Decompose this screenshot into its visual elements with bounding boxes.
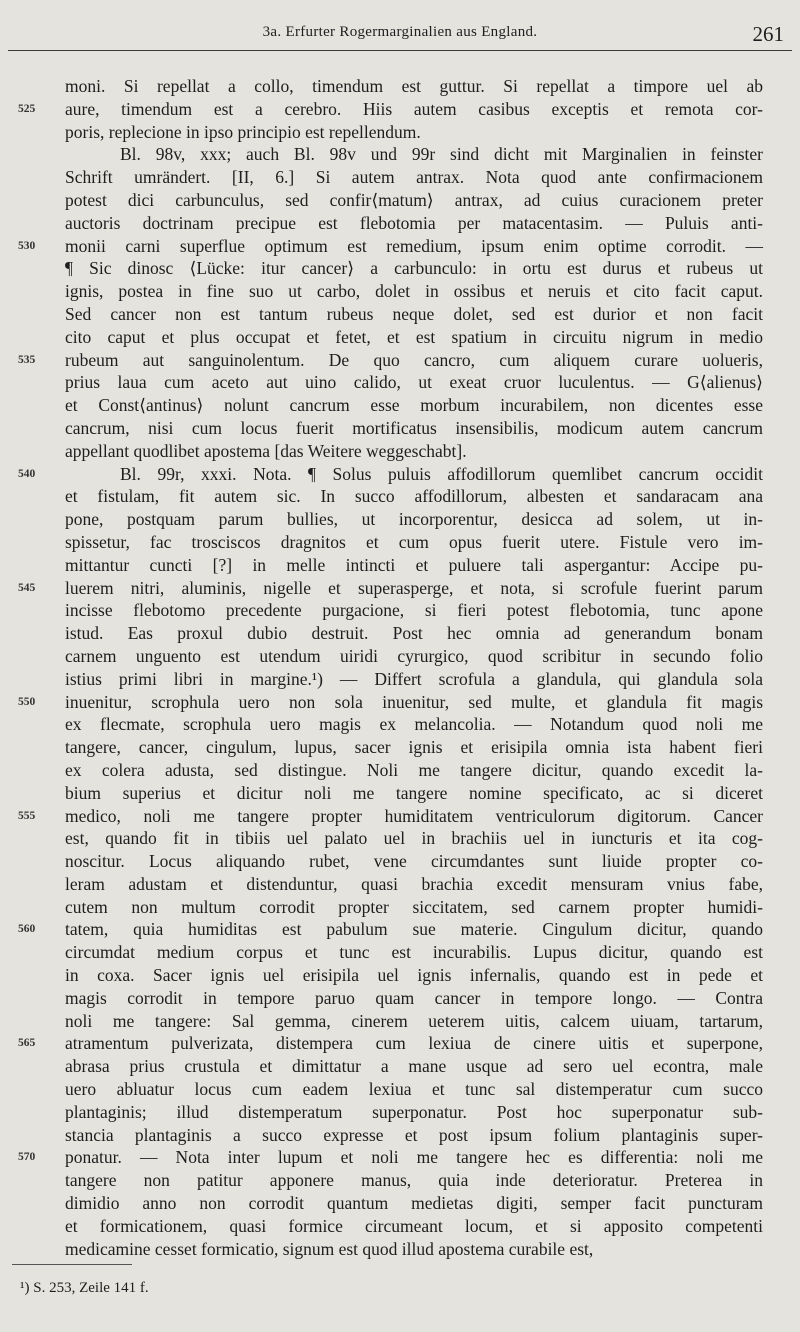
text-line bbox=[0, 1056, 800, 1079]
text-line bbox=[0, 942, 800, 965]
line-text: et formicationem, quasi formice circumeant locum, et si apposito competenti bbox=[65, 1215, 763, 1236]
line-text: medico, noli me tangere propter humiditatem ventriculorum digitorum. Cancer bbox=[65, 805, 763, 826]
page-number: 261 bbox=[752, 22, 784, 46]
text-line bbox=[0, 1102, 800, 1125]
text-line bbox=[0, 441, 800, 464]
text-line bbox=[0, 258, 800, 281]
line-text: magis corrodit in tempore paruo quam cancer in tempore longo. — Contra bbox=[65, 987, 763, 1008]
text-line bbox=[0, 828, 800, 851]
line-text: istud. Eas proxul dubio destruit. Post hec omnia ad generandum bonam bbox=[65, 623, 763, 644]
line-text: dimidio anno non corrodit quantum medietas digiti, semper facit puncturam bbox=[65, 1193, 763, 1214]
line-text: circumdat medium corpus et tunc est incurabilis. Lupus dicitur, quando est bbox=[65, 942, 763, 963]
line-text: atramentum pulverizata, distempera cum lexiua de cinere uitis et superpone, bbox=[65, 1033, 763, 1054]
line-text: cutem non multum corrodit propter siccitatem, sed carnem propter humidi- bbox=[65, 896, 763, 917]
line-text: et Const⟨antinus⟩ nolunt cancrum esse morbum incurabilem, non dicentes esse bbox=[65, 395, 763, 416]
line-number: 570 bbox=[18, 1151, 36, 1164]
text-line bbox=[0, 236, 800, 259]
line-text: Sed cancer non est tantum rubeus neque dolet, sed est durior et non facit bbox=[65, 303, 763, 324]
text-line bbox=[0, 464, 800, 487]
text-line bbox=[0, 1011, 800, 1034]
text-line bbox=[0, 281, 800, 304]
text-line bbox=[0, 190, 800, 213]
line-text: aure, timendum est a cerebro. Hiis autem casibus exceptis et remota cor- bbox=[65, 98, 763, 119]
text-line bbox=[0, 1239, 800, 1262]
text-line bbox=[0, 874, 800, 897]
line-text: plantaginis; illud distemperatum superponatur. Post hoc superponatur sub- bbox=[65, 1101, 763, 1122]
text-line bbox=[0, 646, 800, 669]
line-text: auctoris doctrinam precipue est flebotomia per matacentasim. — Puluis anti- bbox=[65, 212, 763, 233]
line-text: tatem, quia humiditas est pabulum sue materie. Cingulum dicitur, quando bbox=[65, 919, 763, 940]
line-text: noli me tangere: Sal gemma, cinerem ueterem uitis, calcem uiuam, tartarum, bbox=[65, 1010, 763, 1031]
text-line bbox=[0, 304, 800, 327]
line-text: appellant quodlibet apostema [das Weitere weggeschabt]. bbox=[65, 440, 467, 461]
text-line bbox=[0, 965, 800, 988]
line-text: incisse flebotomo precedente purgacione, si fieri potest flebotomia, tunc apone bbox=[65, 600, 763, 621]
line-text: cancrum, nisi cum locus fuerit mortificatus insensibilis, modicum autem cancrum bbox=[65, 417, 763, 438]
line-text: tangere non patitur apponere manus, quia inde deterioratur. Preterea in bbox=[65, 1170, 763, 1191]
line-text: moni. Si repellat a collo, timendum est guttur. Si repellat a timpore uel ab bbox=[65, 76, 763, 96]
footnote-rule bbox=[12, 1264, 132, 1265]
line-text: noscitur. Locus aliquando rubet, vene circumdantes sunt liuide propter co- bbox=[65, 851, 763, 872]
text-line bbox=[0, 509, 800, 532]
line-text: Schrift umrändert. [II, 6.] Si autem antrax. Nota quod ante confirmacionem bbox=[65, 167, 763, 188]
text-line bbox=[0, 1033, 800, 1056]
line-text: stancia plantaginis a succo expresse et post ipsum folium plantaginis super- bbox=[65, 1124, 763, 1145]
line-text: poris, replecione in ipso principio est repellendum. bbox=[65, 121, 421, 142]
text-line bbox=[0, 714, 800, 737]
line-number: 545 bbox=[18, 581, 36, 594]
line-text: et fistulam, fit autem sic. In succo affodillorum, albesten et sandaracam ana bbox=[65, 486, 763, 507]
text-line bbox=[0, 99, 800, 122]
line-text: spissetur, fac trosciscos dragnitos et cum opus fuerit utere. Fistule vero im- bbox=[65, 531, 763, 552]
line-text: abrasa prius crustula et dimittatur a mane usque ad sero uel econtra, male bbox=[65, 1056, 763, 1077]
line-number: 555 bbox=[18, 809, 36, 822]
text-line bbox=[0, 988, 800, 1011]
line-text: uero abluatur locus cum eadem lexiua et tunc sal distemperatur cum succo bbox=[65, 1079, 763, 1100]
text-line bbox=[0, 532, 800, 555]
text-line bbox=[0, 144, 800, 167]
text-line bbox=[0, 623, 800, 646]
line-number: 535 bbox=[18, 353, 36, 366]
line-text: ponatur. — Nota inter lupum et noli me tangere hec es differentia: noli me bbox=[65, 1147, 763, 1168]
line-text: est, quando fit in tibiis uel palato uel in brachiis uel in iuncturis et ita cog- bbox=[65, 828, 763, 849]
line-text: luerem nitri, aluminis, nigelle et superasperge, et nota, si scrofule fuerint parum bbox=[65, 577, 763, 598]
page-header bbox=[8, 20, 792, 51]
text-line bbox=[0, 760, 800, 783]
text-line bbox=[0, 167, 800, 190]
line-text: mittantur cuncti [?] in melle intincti et puluere tali aspergantur: Accipe pu- bbox=[65, 554, 763, 575]
line-text: Bl. 99r, xxxi. Nota. ¶ Solus puluis affodillorum quemlibet cancrum occidit bbox=[120, 463, 763, 484]
line-text: cito caput et plus occupat et fetet, et est spatium in circuitu nigrum in medio bbox=[65, 326, 763, 347]
text-line bbox=[0, 1125, 800, 1148]
text-line bbox=[0, 1147, 800, 1170]
main-text bbox=[0, 76, 800, 1261]
line-text: medicamine cesset formicatio, signum est quod illud apostema curabile est, bbox=[65, 1238, 594, 1259]
line-text: rubeum aut sanguinolentum. De quo cancro, cum aliquem curare uolueris, bbox=[65, 349, 763, 370]
text-line bbox=[0, 737, 800, 760]
text-line bbox=[0, 395, 800, 418]
text-line bbox=[0, 486, 800, 509]
text-line bbox=[0, 669, 800, 692]
line-text: pone, postquam parum bullies, ut incorporentur, desicca ad solem, ut in- bbox=[65, 509, 763, 530]
line-text: Bl. 98v, xxx; auch Bl. 98v und 99r sind dicht mit Marginalien in feinster bbox=[120, 144, 763, 165]
text-line bbox=[0, 806, 800, 829]
text-line bbox=[0, 76, 800, 99]
text-line bbox=[0, 1193, 800, 1216]
text-line bbox=[0, 578, 800, 601]
text-line bbox=[0, 692, 800, 715]
text-line bbox=[0, 600, 800, 623]
line-number: 550 bbox=[18, 695, 36, 708]
footnote: ¹) S. 253, Zeile 141 f. bbox=[20, 1280, 149, 1296]
line-text: bium superius et dicitur noli me tangere nomine specificato, ac si diceret bbox=[65, 782, 763, 803]
text-line bbox=[0, 327, 800, 350]
text-line bbox=[0, 418, 800, 441]
line-text: inuenitur, scrophula uero non sola inuenitur, sed multe, et glandula fit magis bbox=[65, 691, 763, 712]
line-text: leram adustam et distenduntur, quasi brachia excedit mensuram vnius fabe, bbox=[65, 873, 763, 894]
text-line bbox=[0, 1079, 800, 1102]
text-line bbox=[0, 783, 800, 806]
line-text: carnem unguento est utendum uiridi cyrurgico, quod scribitur in secundo folio bbox=[65, 645, 763, 666]
text-line bbox=[0, 1170, 800, 1193]
line-number: 525 bbox=[18, 102, 36, 115]
text-line bbox=[0, 372, 800, 395]
line-number: 560 bbox=[18, 923, 36, 936]
line-number: 565 bbox=[18, 1037, 36, 1050]
line-number: 540 bbox=[18, 467, 36, 480]
text-line bbox=[0, 350, 800, 373]
line-text: istius primi libri in margine.¹) — Differt scrofula a glandula, qui glandula sola bbox=[65, 668, 763, 689]
line-text: tangere, cancer, cingulum, lupus, sacer ignis et erisipila omnia ista habent fieri bbox=[65, 737, 763, 758]
line-text: ¶ Sic dinosc ⟨Lücke: itur cancer⟩ a carbunculo: in ortu est durus et rubeus ut bbox=[65, 258, 763, 279]
running-title: 3a. Erfurter Rogermarginalien aus England. bbox=[262, 24, 538, 40]
text-line bbox=[0, 122, 800, 145]
text-line bbox=[0, 213, 800, 236]
text-line bbox=[0, 851, 800, 874]
line-text: in coxa. Sacer ignis uel erisipila uel ignis infernalis, quando est in pede et bbox=[65, 965, 763, 986]
line-text: ex colera adusta, sed distingue. Noli me tangere dicitur, quando excedit la- bbox=[65, 759, 763, 780]
text-line bbox=[0, 919, 800, 942]
text-line bbox=[0, 555, 800, 578]
text-line bbox=[0, 897, 800, 920]
line-number: 530 bbox=[18, 239, 36, 252]
line-text: prius laua cum aceto aut uino calido, ut exeat cruor luculentus. — G⟨alienus⟩ bbox=[65, 372, 763, 393]
line-text: ignis, postea in fine suo ut carbo, dolet in ossibus et neruis et cito facit caput. bbox=[65, 281, 763, 302]
line-text: monii carni superflue optimum est remedium, ipsum enim optime corrodit. — bbox=[65, 235, 763, 256]
text-line bbox=[0, 1216, 800, 1239]
line-text: potest dici carbunculus, sed confir⟨matum⟩ antrax, ad cuius curacionem preter bbox=[65, 189, 763, 210]
line-text: ex flecmate, scrophula uero magis ex melancolia. — Notandum quod noli me bbox=[65, 714, 763, 735]
